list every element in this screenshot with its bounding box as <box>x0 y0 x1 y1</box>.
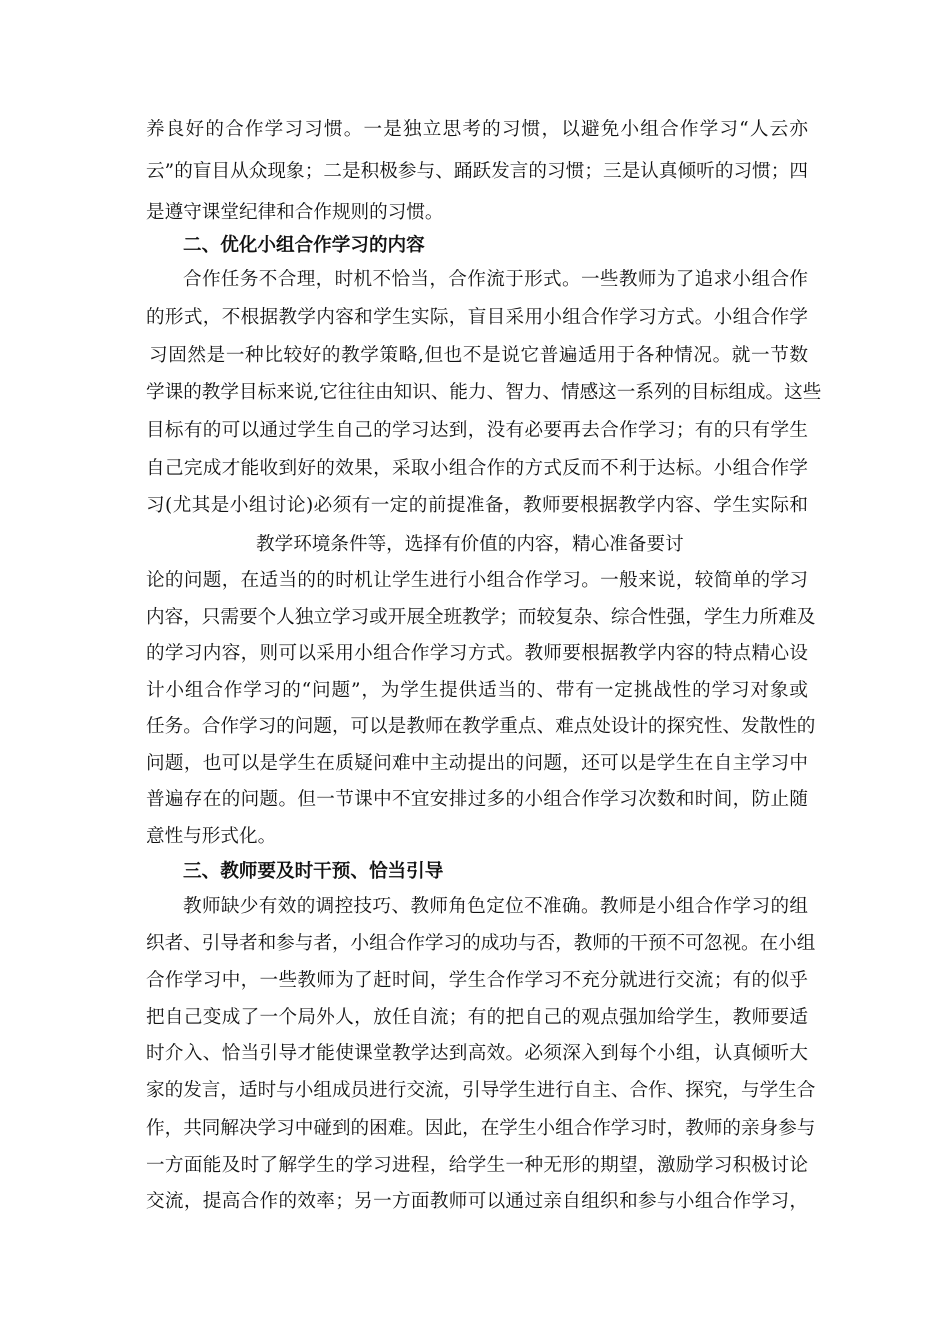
paragraph-line: 把自己变成了一个局外人，放任自流；有的把自己的观点强加给学生，教师要适 <box>146 1007 808 1028</box>
paragraph-line: 是遵守课堂纪律和合作规则的习惯。 <box>146 202 444 223</box>
paragraph-line: 自己完成才能收到好的效果，采取小组合作的方式反而不利于达标。小组合作学 <box>146 458 808 479</box>
paragraph-line: 论的问题，在适当的的时机让学生进行小组合作学习。一般来说，较简单的学习 <box>146 570 808 591</box>
paragraph-line: 的形式，不根据教学内容和学生实际，盲目采用小组合作学习方式。小组合作学 <box>146 307 808 328</box>
paragraph-line: 云”的盲目从众现象；二是积极参与、踊跃发言的习惯；三是认真倾听的习惯；四 <box>146 161 808 182</box>
paragraph-line: 学课的教学目标来说,它往往由知识、能力、智力、情感这一系列的目标组成。这些 <box>146 382 822 403</box>
paragraph-line: 任务。合作学习的问题，可以是教师在教学重点、难点处设计的探究性、发散性的 <box>146 716 816 737</box>
paragraph-line: 一方面能及时了解学生的学习进程，给学生一种无形的期望，激励学习积极讨论 <box>146 1155 808 1176</box>
section-heading: 三、教师要及时干预、恰当引导 <box>183 861 444 882</box>
paragraph-line: 合作学习中，一些教师为了赶时间，学生合作学习不充分就进行交流；有的似乎 <box>146 970 808 991</box>
paragraph-line: 教师缺少有效的调控技巧、教师角色定位不准确。教师是小组合作学习的组 <box>183 896 808 917</box>
paragraph-line: 养良好的合作学习习惯。一是独立思考的习惯，以避免小组合作学习“人云亦 <box>146 119 808 140</box>
paragraph-line: 意性与形式化。 <box>146 826 277 847</box>
paragraph-line: 家的发言，适时与小组成员进行交流，引导学生进行自主、合作、探究，与学生合 <box>146 1080 816 1101</box>
paragraph-line: 教学环境条件等，选择有价值的内容，精心准备要讨 <box>256 534 684 555</box>
paragraph-line: 的学习内容，则可以采用小组合作学习方式。教师要根据教学内容的特点精心设 <box>146 643 808 664</box>
paragraph-line: 问题，也可以是学生在质疑问难中主动提出的问题，还可以是学生在自主学习中 <box>146 753 808 774</box>
paragraph-line: 织者、引导者和参与者，小组合作学习的成功与否，教师的干预不可忽视。在小组 <box>146 933 816 954</box>
paragraph-line: 习固然是一种比较好的教学策略,但也不是说它普遍适用于各种情况。就一节数 <box>149 345 808 366</box>
paragraph-line: 交流，提高合作的效率；另一方面教师可以通过亲自组织和参与小组合作学习， <box>146 1191 808 1212</box>
section-heading: 二、优化小组合作学习的内容 <box>183 235 425 256</box>
paragraph-line: 普遍存在的问题。但一节课中不宜安排过多的小组合作学习次数和时间，防止随 <box>146 789 808 810</box>
paragraph-line: 计小组合作学习的“问题”，为学生提供适当的、带有一定挑战性的学习对象或 <box>146 680 808 701</box>
paragraph-line: 目标有的可以通过学生自己的学习达到，没有必要再去合作学习；有的只有学生 <box>146 420 808 441</box>
paragraph-line: 作，共同解决学习中碰到的困难。因此，在学生小组合作学习时，教师的亲身参与 <box>146 1118 816 1139</box>
paragraph-line: 习(尤其是小组讨论)必须有一定的前提准备，教师要根据教学内容、学生实际和 <box>146 495 808 516</box>
paragraph-line: 合作任务不合理，时机不恰当，合作流于形式。一些教师为了追求小组合作 <box>183 269 808 290</box>
paragraph-line: 时介入、恰当引导才能使课堂教学达到高效。必须深入到每个小组，认真倾听大 <box>146 1043 808 1064</box>
paragraph-line: 内容，只需要个人独立学习或开展全班教学；而较复杂、综合性强，学生力所难及 <box>146 607 816 628</box>
